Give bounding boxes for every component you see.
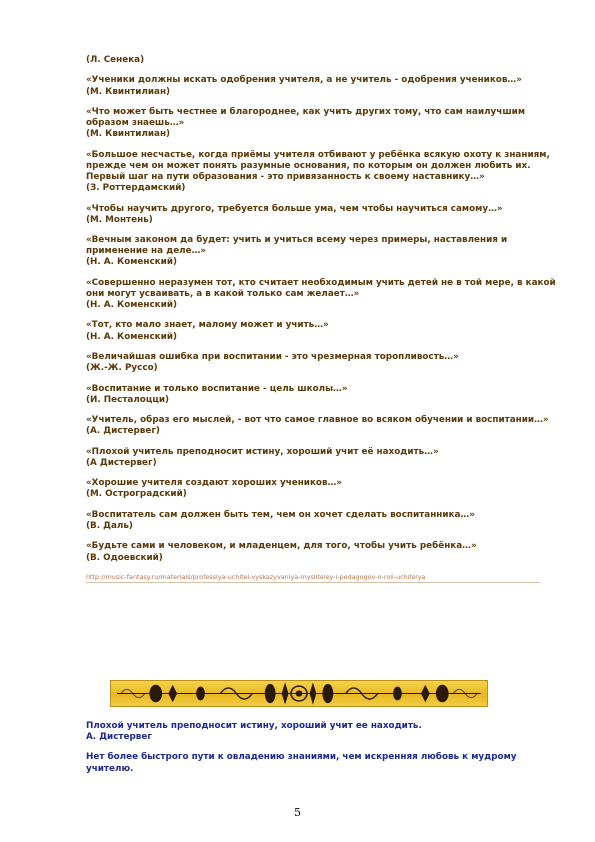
quote-author: (М. Монтень) — [86, 214, 153, 225]
quote-item — [86, 320, 556, 342]
quote-author: (Л. Сенека) — [86, 55, 145, 65]
quote-author: (М. Квинтилиан) — [86, 129, 171, 140]
quote-text: «Большое несчастье, когда приёмы учителя отбивают у ребёнка всякую охоту к знаниям, прежде чем он может понять разумные основания, по которым он должен любить их. Первый шаг на пути образования - это привязанность к своему наставнику…» — [86, 149, 550, 182]
source-link[interactable]: http://music-fantasy.ru/materials/professiya-uchitel-vyskazyvaniya-mysliteley-i-pedagogov-o-roli-uchitelya — [86, 573, 540, 583]
quote-text: «Учитель, образ его мыслей, - вот что самое главное во всяком обучении и воспитании…» — [86, 415, 549, 426]
quote-text: «Плохой учитель преподносит истину, хороший учит её находить…» — [86, 446, 439, 457]
quote-item — [86, 204, 556, 226]
quote-item — [86, 415, 556, 437]
page-number: 5 — [294, 806, 301, 819]
quote-item — [86, 447, 556, 469]
quote-text: «Воспитание и только воспитание - цель школы…» — [86, 383, 348, 394]
quote-text: «Воспитатель сам должен быть тем, чем он хочет сделать воспитанника…» — [86, 509, 475, 520]
bottom-quote-author: А. Дистервег — [86, 732, 152, 743]
quote-text: «Что может быть честнее и благороднее, как учить других тому, что сам наилучшим образом знаешь…» — [86, 107, 526, 129]
quote-item — [86, 352, 556, 374]
quote-item — [86, 107, 556, 140]
quote-text: «Совершенно неразумен тот, кто считает необходимым учить детей не в той мере, в какой они могут усваивать, а в какой только сам желает…» — [86, 277, 556, 299]
quote-text: «Ученики должны искать одобрения учителя, а не учитель - одобрения учеников…» — [86, 75, 522, 86]
quote-author: (М. Квинтилиан) — [86, 86, 171, 97]
quote-author: (М. Остроградский) — [86, 489, 187, 500]
quote-item — [86, 384, 556, 406]
quote-text: «Будьте сами и человеком, и младенцем, для того, чтобы учить ребёнка…» — [86, 541, 477, 552]
quote-item — [86, 55, 556, 66]
quote-author: (Н. А. Коменский) — [86, 299, 178, 310]
quote-text: «Хорошие учителя создают хороших учеников…» — [86, 478, 343, 489]
quote-item — [86, 541, 556, 563]
bottom-quote-item — [86, 721, 556, 743]
quote-author: (Н. А. Коменский) — [86, 331, 178, 342]
bottom-quotes — [86, 721, 556, 784]
quote-item — [86, 150, 556, 194]
bottom-quote-item — [86, 752, 556, 774]
quote-item — [86, 75, 556, 97]
quote-author: (И. Песталоцци) — [86, 394, 170, 405]
quote-author: (Н. А. Коменский) — [86, 257, 178, 268]
quote-author: (А Дистервег) — [86, 457, 157, 468]
ornament-pattern-icon — [111, 681, 487, 706]
quote-author: (А. Дистервег) — [86, 426, 160, 437]
quote-author: (В. Даль) — [86, 520, 133, 531]
quote-item — [86, 278, 556, 311]
quote-item — [86, 478, 556, 500]
quote-text: «Величайшая ошибка при воспитании - это чрезмерная торопливость…» — [86, 352, 459, 362]
quote-text: «Тот, кто мало знает, малому может и учить…» — [86, 320, 329, 331]
quote-author: (З. Роттердамский) — [86, 183, 186, 194]
quote-item — [86, 510, 556, 532]
quote-item — [86, 235, 556, 268]
quote-author: (В. Одоевский) — [86, 552, 163, 563]
quote-author: (Ж.-Ж. Руссо) — [86, 363, 158, 374]
quotes-list — [86, 55, 556, 583]
quote-text: «Чтобы научить другого, требуется больше ума, чем чтобы научиться самому…» — [86, 203, 503, 214]
decorative-ornament-banner — [110, 680, 488, 707]
bottom-quote-text: Нет более быстрого пути к овладению знаниями, чем искренняя любовь к мудрому учителю. — [86, 752, 517, 774]
quote-text: «Вечным законом да будет: учить и учиться всему через примеры, наставления и применение на деле…» — [86, 235, 508, 257]
bottom-quote-text: Плохой учитель преподносит истину, хороший учит ее находить. — [86, 721, 422, 731]
